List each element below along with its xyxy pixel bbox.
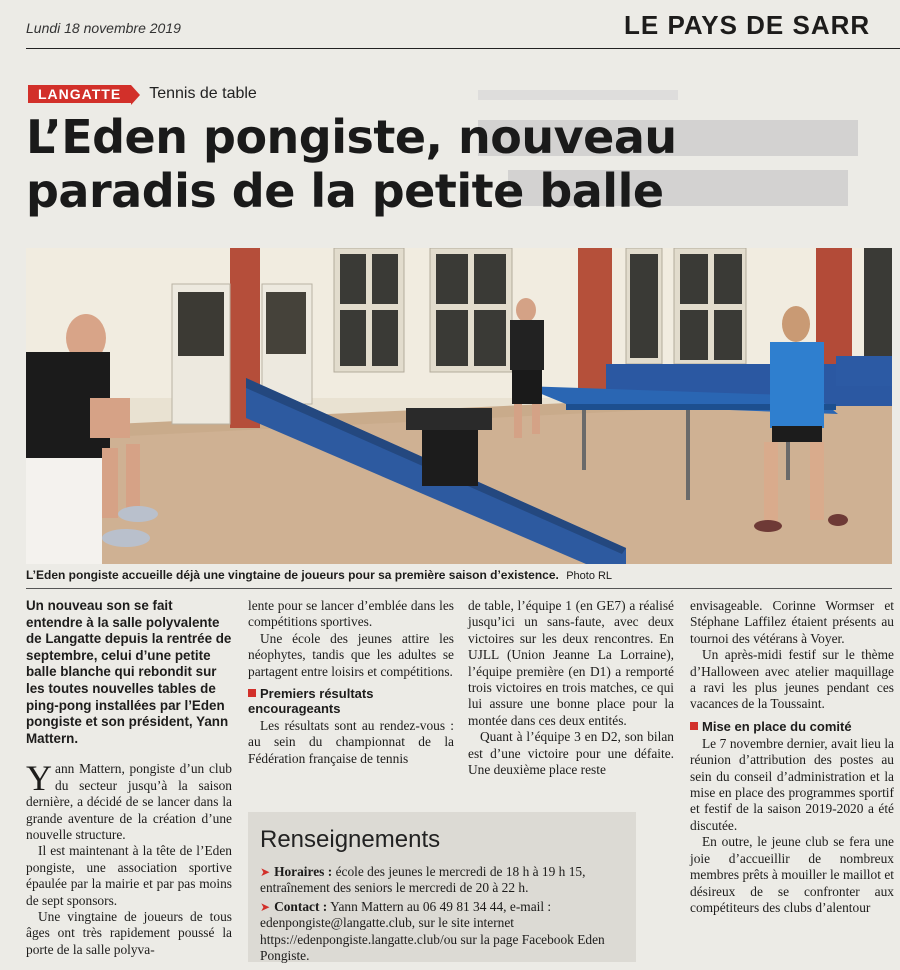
info-horaires [260,864,628,897]
info-box [248,812,636,962]
paragraph [26,758,232,843]
subhead-results [248,686,454,716]
article-lead: Un nouveau son se fait entendre à la salle polyvalente de Langatte depuis la rentrée de septembre, celui d’une petite balle blanche qui rebondit sur les toutes nouvelles tables de ping-pong installées par l’Eden pongiste et son président, Yann Mattern. [26,598,232,746]
paragraph: Un après-midi festif sur le thème d’Halloween avec atelier maquillage a ravi les plus jeunes pendant ces vacances de la Toussaint. [690,647,894,712]
paragraph: lente pour se lancer d’emblée dans les compétitions sportives. [248,598,454,630]
info-text: école des jeunes le mercredi de 18 h à 19 h 15, entraînement des seniors le mercredi de 20 à 22 h. [260,864,586,896]
column-3 [468,598,674,778]
subhead-text: Premiers résultats encourageants [248,686,374,717]
info-text: Yann Mattern au 06 49 81 34 44, e-mail : edenpongiste@langatte.club, sur le site internet https://edenpongiste.langatte.club/ou sur la page Facebook Eden Pongiste. [260,898,605,964]
dropcap: Y [26,758,52,799]
photo-credit: Photo RL [566,570,613,582]
masthead: LE PAYS DE SARR [624,10,871,40]
paragraph-text: ann Mattern, pongiste d’un club du secteur jusqu’à la saison dernière, a décidé de se lancer dans la grande aventure de la création d’une nouvelle structure. [26,761,232,842]
column-4 [690,598,894,916]
arrow-right-icon: ➤ [260,865,271,879]
paragraph: Les résultats sont au rendez-vous : au sein du championnat de la Fédération française de tennis [248,718,454,766]
section-tag: LANGATTE [28,85,131,103]
info-label: Horaires : [274,864,333,879]
photo-table-tennis-hall [26,248,892,564]
paragraph: Une école des jeunes attire les néophytes, tandis que les adultes se partagent entre loisirs et compétitions. [248,630,454,679]
square-bullet-icon [248,689,256,697]
info-box-title: Renseignements [260,826,441,853]
caption-rule [26,588,892,589]
paragraph: Le 7 novembre dernier, avait lieu la réunion d’attribution des postes au sein du conseil d’administration et la mise en place des programmes sportif et festif de la saison 2019-2020 a été discutée. [690,735,894,833]
headline [26,110,886,218]
column-1 [26,598,232,958]
headline-line-1: L’Eden pongiste, nouveau [26,110,677,164]
paragraph: Quant à l’équipe 3 en D2, son bilan est d’une victoire pour une défaite. Une deuxième place reste [468,729,674,778]
headline-line-2: paradis de la petite balle [26,164,664,218]
paragraph: Une vingtaine de joueurs de tous âges ont très rapidement poussé la porte de la salle polyva- [26,909,232,957]
info-label: Contact : [274,898,328,914]
topic-label: Tennis de table [149,85,257,102]
header-rule [26,48,900,49]
paragraph: de table, l’équipe 1 (en GE7) a réalisé jusqu’ici un sans-faute, avec deux victoires sur les deux rencontres. En UJLL (Union Jeanne La Lorraine), l’équipe première (en D1) a remporté trois victoires en trois matches, ce qui lui assure une bonne place pour la montée dans ces deux entités. [468,598,674,728]
paragraph: envisageable. Corinne Wormser et Stéphane Laffilez étaient présents au tournoi des vétérans à Voyer. [690,598,894,646]
issue-date: Lundi 18 novembre 2019 [26,20,181,36]
info-contact [260,899,628,965]
caption-text: L’Eden pongiste accueille déjà une vingtaine de joueurs pour sa première saison d’existence. [26,568,559,582]
kicker [28,84,257,104]
subhead-text: Mise en place du comité [702,718,852,734]
article-photo [26,248,892,564]
square-bullet-icon [690,722,698,730]
column-2 [248,598,454,767]
photo-caption [26,568,892,582]
arrow-right-icon: ➤ [260,899,271,914]
paragraph: Il est maintenant à la tête de l’Eden pongiste, une association sportive épaulée par la mairie et par pas moins de sept sponsors. [26,843,232,908]
info-box-body [260,864,628,966]
paragraph: En outre, le jeune club se fera une joie d’accueillir de nombreux membres prêts à mouiller le maillot et désireux de se confronter aux compétiteurs des clubs d’alentour [690,834,894,915]
subhead-committee [690,719,894,734]
